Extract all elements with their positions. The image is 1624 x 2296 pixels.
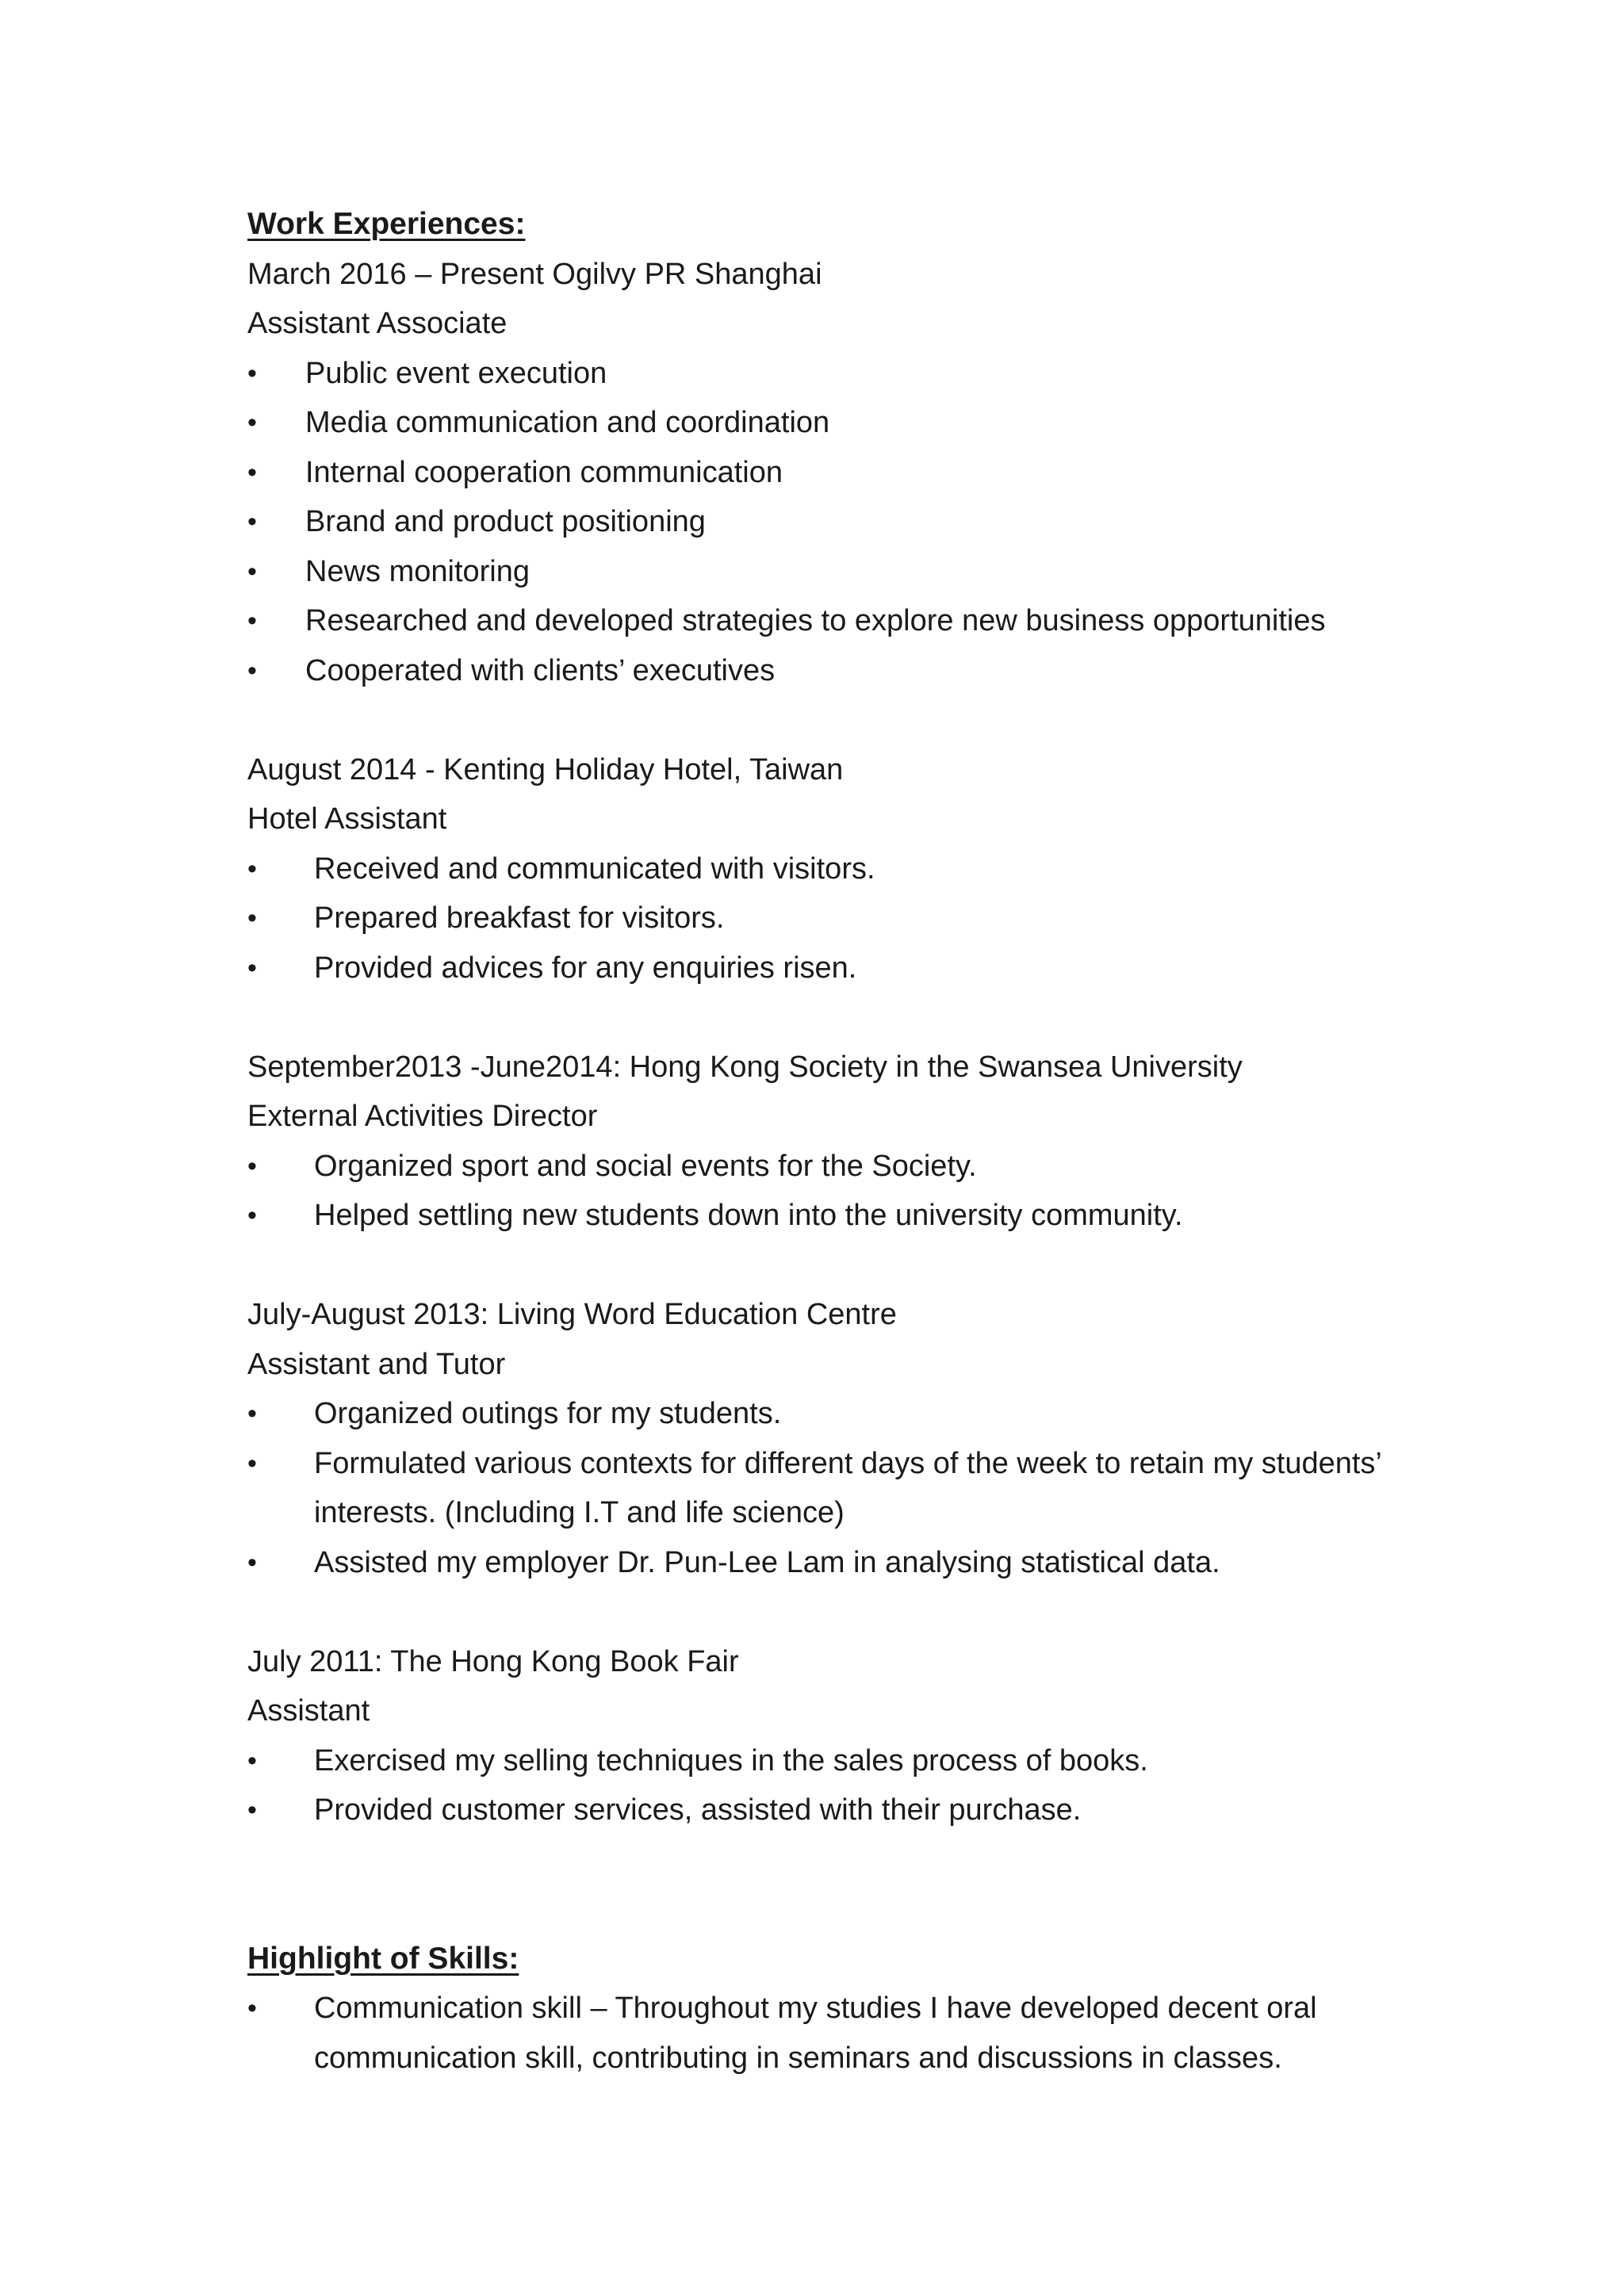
bullet-icon: • (247, 1745, 257, 1776)
job-header: July-August 2013: Living Word Education Centre (247, 1298, 897, 1331)
bullet-text: Exercised my selling techniques in the sales process of books. (314, 1743, 1148, 1777)
bullet-text: Received and communicated with visitors. (314, 851, 875, 886)
bullet-item (247, 596, 1437, 646)
job-header: July 2011: The Hong Kong Book Fair (247, 1644, 739, 1678)
bullet-item (247, 646, 1437, 696)
bullet-item (247, 349, 1437, 399)
job-role: Assistant and Tutor (247, 1347, 506, 1381)
spacer (247, 695, 1437, 745)
job-role: External Activities Director (247, 1100, 598, 1133)
bullet-text: Internal cooperation communication (305, 455, 783, 489)
bullet-text: communication skill, contributing in seminars and discussions in classes. (314, 2041, 1282, 2075)
bullet-text: Formulated various contexts for different days of the week to retain my students’ (314, 1446, 1382, 1480)
work-experiences-heading: Work Experiences: (247, 207, 526, 241)
bullet-item (247, 1439, 1437, 1489)
bullet-icon: • (247, 1795, 257, 1825)
skills-heading: Highlight of Skills: (247, 1941, 519, 1976)
job-role: Hotel Assistant (247, 802, 447, 836)
bullet-item (247, 1142, 1437, 1192)
bullet-icon: • (247, 655, 257, 686)
bullet-text: Organized outings for my students. (314, 1397, 782, 1430)
bullet-item (247, 943, 1437, 993)
bullet-item (247, 844, 1437, 894)
bullet-text: Organized sport and social events for the Society. (314, 1149, 977, 1183)
bullet-icon: • (247, 408, 257, 438)
bullet-icon: • (247, 1399, 257, 1429)
bullet-icon: • (247, 903, 257, 933)
bullet-item (247, 1389, 1437, 1439)
bullet-icon: • (247, 358, 257, 388)
job-header: September2013 -June2014: Hong Kong Society in the Swansea University (247, 1050, 1243, 1084)
bullet-icon: • (247, 1547, 257, 1578)
bullet-item (247, 547, 1437, 597)
bullet-icon: • (247, 556, 257, 587)
bullet-icon: • (247, 606, 257, 636)
job-header: March 2016 – Present Ogilvy PR Shanghai (247, 257, 822, 291)
bullet-text: Public event execution (305, 356, 607, 390)
bullet-item (247, 448, 1437, 498)
bullet-icon: • (247, 952, 257, 983)
bullet-item (247, 1736, 1437, 1786)
spacer (247, 1587, 1437, 1637)
bullet-icon: • (247, 507, 257, 537)
bullet-item (247, 894, 1437, 943)
bullet-text: Prepared breakfast for visitors. (314, 901, 725, 935)
bullet-item (247, 1538, 1437, 1588)
spacer (247, 993, 1437, 1043)
bullet-continuation (247, 2034, 1437, 2084)
bullet-item (247, 398, 1437, 448)
job-role: Assistant Associate (247, 307, 508, 340)
bullet-text: interests. (Including I.T and life science) (314, 1496, 845, 1529)
bullet-item (247, 1984, 1437, 2034)
bullet-continuation (247, 1488, 1437, 1538)
bullet-item (247, 1785, 1437, 1835)
job-header: August 2014 - Kenting Holiday Hotel, Taiwan (247, 752, 844, 786)
bullet-icon: • (247, 1993, 257, 2023)
bullet-text: Brand and product positioning (305, 505, 706, 538)
bullet-item (247, 1191, 1437, 1241)
bullet-icon: • (247, 1200, 257, 1230)
resume-content (247, 200, 1437, 2083)
spacer (247, 1835, 1437, 1934)
bullet-icon: • (247, 1150, 257, 1181)
bullet-text: Media communication and coordination (305, 406, 830, 439)
bullet-text: Provided customer services, assisted with their purchase. (314, 1793, 1082, 1827)
bullet-text: Provided advices for any enquiries risen. (314, 951, 857, 985)
bullet-item (247, 497, 1437, 547)
bullet-icon: • (247, 853, 257, 884)
job-role: Assistant (247, 1694, 370, 1728)
bullet-text: Researched and developed strategies to explore new business opportunities (305, 604, 1326, 637)
spacer (247, 1241, 1437, 1291)
bullet-text: Assisted my employer Dr. Pun-Lee Lam in analysing statistical data. (314, 1545, 1220, 1579)
bullet-text: Helped settling new students down into the university community. (314, 1199, 1183, 1232)
bullet-text: Communication skill – Throughout my studies I have developed decent oral (314, 1992, 1317, 2025)
bullet-text: Cooperated with clients’ executives (305, 653, 776, 687)
bullet-text: News monitoring (305, 554, 530, 588)
bullet-icon: • (247, 457, 257, 488)
bullet-icon: • (247, 1448, 257, 1479)
